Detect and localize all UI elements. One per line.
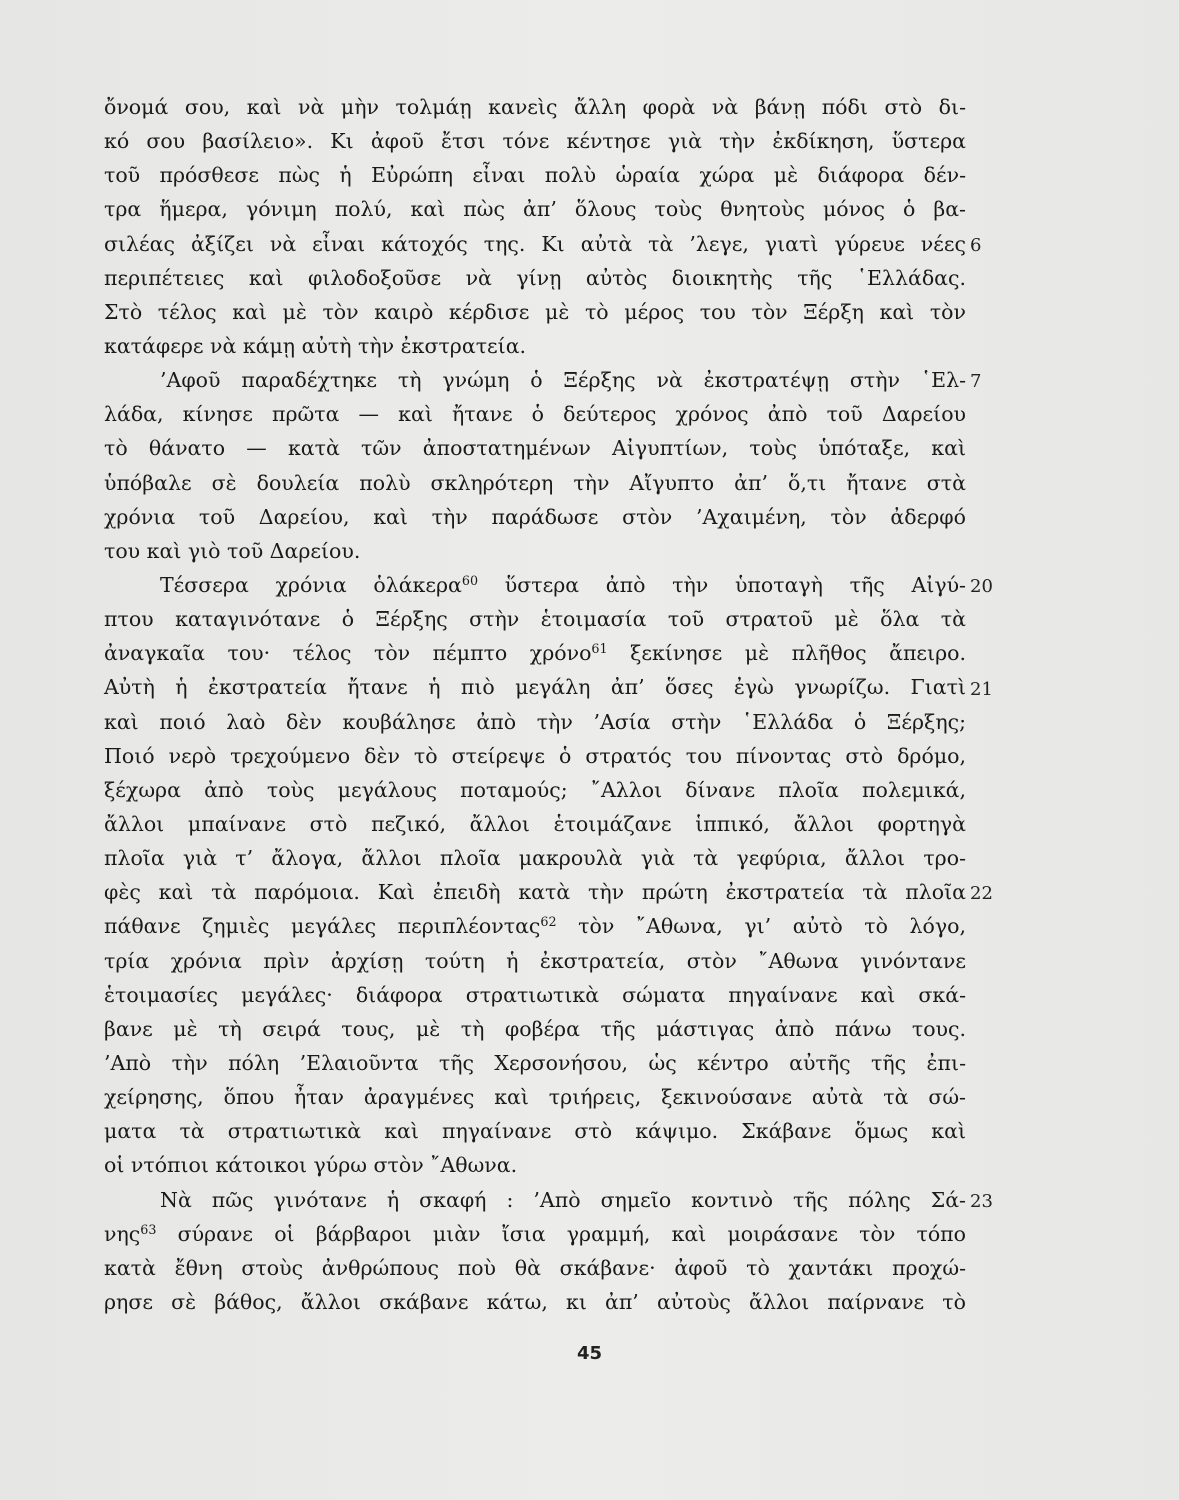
text-line: ’Αφοῦ παραδέχτηκε τὴ γνώμη ὁ Ξέρξης νὰ ἐκστρατέψῃ στὴν ῾Ελ- <box>160 368 966 393</box>
text-line: σιλέας ἀξίζει νὰ εἶναι κάτοχός της. Κι αὐτὰ τὰ ’λεγε, γιατὶ γύρευε νέες <box>104 231 966 256</box>
text-line: τρία χρόνια πρὶν ἀρχίσῃ τούτη ἡ ἐκστρατεία, στὸν ῎Αθωνα γινόντανε <box>104 948 966 973</box>
text-line: χείρησης, ὅπου ἦταν ἀραγμένες καὶ τριήρεις, ξεκινούσανε αὐτὰ τὰ σώ- <box>104 1085 966 1110</box>
text-line: Στὸ τέλος καὶ μὲ τὸν καιρὸ κέρδισε μὲ τὸ μέρος του τὸν Ξέρξη καὶ τὸν <box>104 299 966 324</box>
text-line: ρησε σὲ βάθος, ἄλλοι σκάβανε κάτω, κι ἀπ’ αὐτοὺς ἄλλοι παίρνανε τὸ <box>104 1289 966 1314</box>
margin-number: 20 <box>970 576 993 598</box>
footnote-marker: 61 <box>591 641 608 657</box>
margin-number: 7 <box>970 371 982 393</box>
text-line: οἱ ντόπιοι κάτοικοι γύρω στὸν ῎Αθωνα. <box>104 1153 518 1178</box>
text-line: ἀναγκαῖα του· τέλος τὸν πέμπτο χρόνο$^{61}$ ξεκίνησε μὲ πλῆθος ἄπειρο. <box>104 641 966 666</box>
text-line: Τέσσερα χρόνια ὁλάκερα$^{60}$ ὕστερα ἀπὸ τὴν ὑποταγὴ τῆς Αἰγύ- <box>160 572 966 597</box>
margin-number: 21 <box>970 678 993 700</box>
text-line: τοῦ πρόσθεσε πὼς ἡ Εὐρώπη εἶναι πολὺ ὡραία χώρα μὲ διάφορα δέν- <box>104 163 966 188</box>
text-line: τὸ θάνατο — κατὰ τῶν ἀποστατημένων Αἰγυπτίων, τοὺς ὑπόταξε, καὶ <box>104 436 966 461</box>
text-line: νης$^{63}$ σύρανε οἱ βάρβαροι μιὰν ἴσια γραμμή, καὶ μοιράσανε τὸν τόπο <box>104 1221 966 1246</box>
text-line: καὶ ποιό λαὸ δὲν κουβάλησε ἀπὸ τὴν ’Ασία στὴν ῾Ελλάδα ὁ Ξέρξης; <box>104 709 966 734</box>
text-line: ξέχωρα ἀπὸ τοὺς μεγάλους ποταμούς; ῎Αλλοι δίνανε πλοῖα πολεμικά, <box>104 777 966 802</box>
margin-number: 22 <box>970 883 993 905</box>
text-line: βανε μὲ τὴ σειρά τους, μὲ τὴ φοβέρα τῆς μάστιγας ἀπὸ πάνω τους. <box>104 1016 966 1041</box>
margin-number: 23 <box>970 1190 993 1212</box>
body-text <box>104 90 966 1319</box>
text-line: πλοῖα γιὰ τ’ ἄλογα, ἄλλοι πλοῖα μακρουλὰ γιὰ τὰ γεφύρια, ἄλλοι τρο- <box>104 846 966 871</box>
footnote-marker: 63 <box>140 1221 157 1237</box>
text-line: χρόνια τοῦ Δαρείου, καὶ τὴν παράδωσε στὸν ’Αχαιμένη, τὸν ἀδερφό <box>104 504 966 529</box>
margin-number: 6 <box>970 234 982 256</box>
text-line: κατὰ ἔθνη στοὺς ἀνθρώπους ποὺ θὰ σκάβανε· ἀφοῦ τὸ χαντάκι προχώ- <box>104 1255 966 1280</box>
page-number: 45 <box>576 1343 603 1364</box>
text-line: του καὶ γιὸ τοῦ Δαρείου. <box>104 538 361 563</box>
text-line: πάθανε ζημιὲς μεγάλες περιπλέοντας$^{62}$ τὸν ῎Αθωνα, γι’ αὐτὸ τὸ λόγο, <box>104 914 966 939</box>
text-line: Αὐτὴ ἡ ἐκστρατεία ἤτανε ἡ πιὸ μεγάλη ἀπ’ ὅσες ἐγὼ γνωρίζω. Γιατὶ <box>104 675 966 700</box>
text-line: πτου καταγινότανε ὁ Ξέρξης στὴν ἑτοιμασία τοῦ στρατοῦ μὲ ὅλα τὰ <box>104 607 966 632</box>
text-line: ὄνομά σου, καὶ νὰ μὴν τολμάῃ κανεὶς ἄλλη φορὰ νὰ βάνῃ πόδι στὸ δι- <box>104 95 966 119</box>
text-line: Νὰ πῶς γινότανε ἡ σκαφή : ’Απὸ σημεῖο κοντινὸ τῆς πόλης Σά- <box>160 1187 966 1212</box>
footnote-marker: 62 <box>540 914 557 930</box>
text-line: κό σου βασίλειο». Κι ἀφοῦ ἔτσι τόνε κέντησε γιὰ τὴν ἐκδίκηση, ὕστερα <box>104 129 966 154</box>
text-line: τρα ἥμερα, γόνιμη πολύ, καὶ πὼς ἀπ’ ὅλους τοὺς θνητοὺς μόνος ὁ βα- <box>104 197 966 222</box>
text-line: κατάφερε νὰ κάμῃ αὐτὴ τὴν ἐκστρατεία. <box>104 333 527 358</box>
footnote-marker: 60 <box>461 572 479 588</box>
text-line: ἑτοιμασίες μεγάλες· διάφορα στρατιωτικὰ σώματα πηγαίνανε καὶ σκά- <box>104 982 966 1007</box>
text-line: Ποιό νερὸ τρεχούμενο δὲν τὸ στείρεψε ὁ στρατός του πίνοντας στὸ δρόμο, <box>104 743 966 768</box>
text-line: ὑπόβαλε σὲ δουλεία πολὺ σκληρότερη τὴν Αἴγυπτο ἀπ’ ὅ,τι ἤτανε στὰ <box>104 470 966 495</box>
text-line: λάδα, κίνησε πρῶτα — καὶ ἤτανε ὁ δεύτερος χρόνος ἀπὸ τοῦ Δαρείου <box>104 402 966 427</box>
text-line: ’Απὸ τὴν πόλη ’Ελαιοῦντα τῆς Χερσονήσου, ὡς κέντρο αὐτῆς τῆς ἐπι- <box>104 1050 966 1075</box>
text-line: ματα τὰ στρατιωτικὰ καὶ πηγαίνανε στὸ κάψιμο. Σκάβανε ὅμως καὶ <box>104 1119 966 1144</box>
text-line: φὲς καὶ τὰ παρόμοια. Καὶ ἐπειδὴ κατὰ τὴν πρώτη ἐκστρατεία τὰ πλοῖα <box>104 880 966 905</box>
text-line: ἄλλοι μπαίνανε στὸ πεζικό, ἄλλοι ἑτοιμάζανε ἱππικό, ἄλλοι φορτηγὰ <box>104 811 966 836</box>
text-line: περιπέτειες καὶ φιλοδοξοῦσε νὰ γίνῃ αὐτὸς διοικητὴς τῆς ῾Ελλάδας. <box>104 265 966 290</box>
